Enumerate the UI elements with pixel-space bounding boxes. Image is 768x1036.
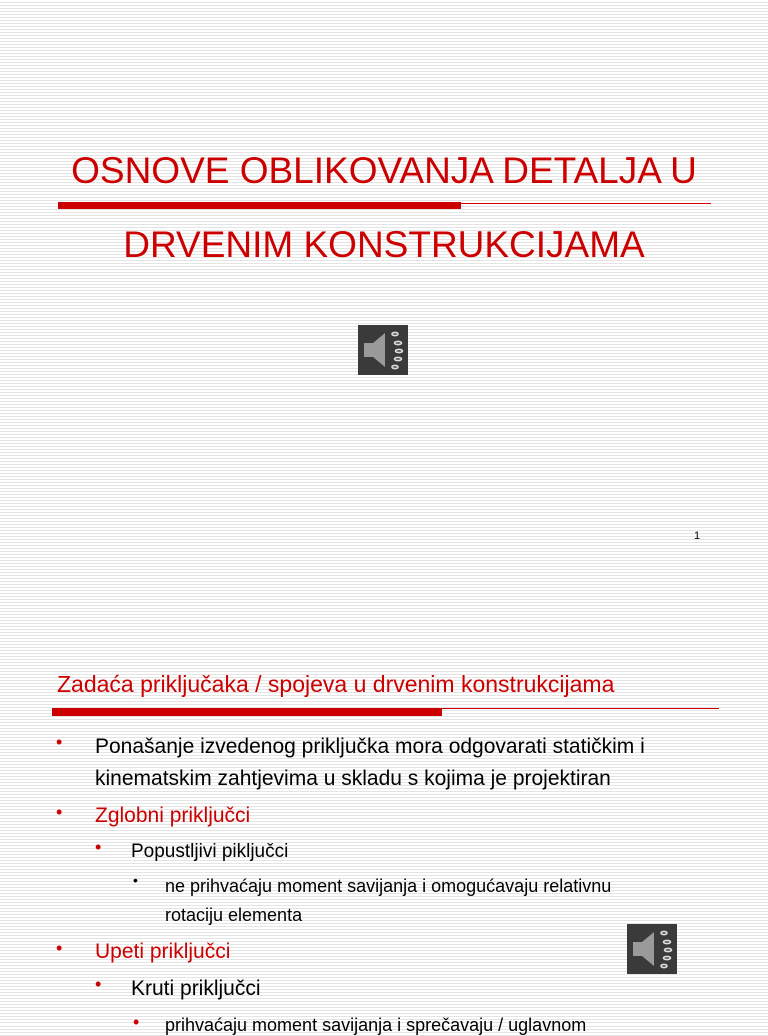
- bullet-3-sub-sub-line-1: prihvaćaju moment savijanja i sprečavaju / uglavnom: [165, 1015, 587, 1035]
- bullet-marker: •: [56, 938, 63, 958]
- slide-2: [0, 614, 768, 1035]
- bullet-marker: •: [56, 732, 63, 752]
- speaker-icon-graphic: [627, 924, 677, 974]
- speaker-icon[interactable]: [627, 924, 677, 974]
- slide-2-underline-thick: [52, 708, 442, 716]
- title-underline-thin: [461, 203, 711, 204]
- bullet-3: Upeti priključci: [95, 940, 231, 963]
- page-number: 1: [694, 530, 701, 542]
- bullet-marker: •: [56, 802, 63, 822]
- bullet-2-sub-sub-line-2: rotaciju elementa: [165, 905, 303, 925]
- bullet-marker: •: [133, 872, 138, 888]
- bullet-1-line-2: kinematskim zahtjevima u skladu s kojima je projektiran: [95, 767, 611, 790]
- bullet-2-sub-sub-line-1: ne prihvaćaju moment savijanja i omogućavaju relativnu: [165, 876, 612, 896]
- speaker-icon[interactable]: [358, 325, 408, 375]
- bullet-marker: •: [95, 974, 102, 994]
- bullet-1-line-1: Ponašanje izvedenog priključka mora odgovarati statičkim i: [95, 735, 645, 758]
- bullet-2-sub: Popustljivi piključci: [131, 841, 289, 862]
- bullet-2: Zglobni priključci: [95, 804, 251, 827]
- slide-1-title-line-2: DRVENIM KONSTRUKCIJAMA: [123, 224, 645, 265]
- slide-1-title-line-1: OSNOVE OBLIKOVANJA DETALJA U: [71, 150, 697, 191]
- bullet-marker: •: [95, 837, 102, 857]
- bullet-marker: •: [133, 1012, 140, 1032]
- bullet-3-sub: Kruti priključci: [131, 977, 261, 1000]
- slide-2-title: Zadaća priključaka / spojeva u drvenim konstrukcijama: [57, 671, 615, 697]
- speaker-icon-graphic: [358, 325, 408, 375]
- slide-2-underline-thin: [442, 708, 719, 709]
- title-underline-thick: [58, 202, 461, 209]
